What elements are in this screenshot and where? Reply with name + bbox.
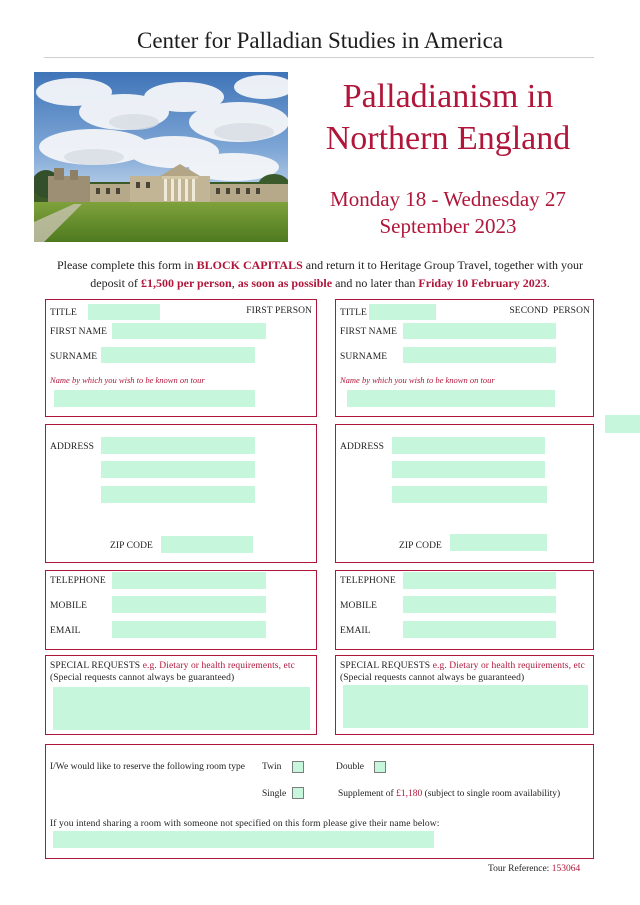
person1-special-field[interactable] [53,687,310,730]
supplement-amount: £1,180 [396,789,423,799]
person1-name-box [45,299,317,417]
person2-address-line1[interactable] [392,437,545,454]
double-checkbox[interactable] [374,761,386,773]
intro-text: , [231,276,238,290]
person2-first-name-label: FIRST NAME [340,327,398,337]
person1-surname-field[interactable] [101,347,255,363]
room-type-box [45,744,594,859]
person2-contact-box [335,570,594,650]
person2-mobile-label: MOBILE [340,601,378,611]
sharing-note: If you intend sharing a room with someone not specified on this form please give their name below: [50,819,440,829]
intro-text: Please complete this form in [56,258,197,272]
person1-mobile-field[interactable] [112,596,266,613]
tour-dates [300,186,596,240]
intro-text: and no later than [332,276,419,290]
person1-known-as-field[interactable] [54,390,255,407]
person2-address-label: ADDRESS [340,442,384,452]
person2-special-hint: e.g. Dietary or health requirements, etc [432,661,585,671]
person2-email-field[interactable] [403,621,556,638]
person2-known-as-field[interactable] [347,390,555,407]
person2-known-as-note: Name by which you wish to be known on tour [340,375,495,385]
person2-mobile-field[interactable] [403,596,556,613]
person2-title-field[interactable] [369,304,436,320]
person2-first-name-field[interactable] [403,323,556,339]
tour-title-line2: Northern England [325,120,571,157]
double-label: Double [336,762,364,772]
tour-title-line1: Palladianism in [342,78,554,115]
person1-address-line2[interactable] [101,461,255,478]
header-divider [44,57,594,58]
person2-special-note: (Special requests cannot always be guaranteed) [340,673,525,683]
intro-deposit: £1,500 per person [140,276,232,290]
tour-dates-line2: September 2023 [379,214,517,238]
person1-email-label: EMAIL [50,626,81,636]
person2-address-line3[interactable] [392,486,547,503]
person1-title-label: TITLE [50,308,77,318]
org-name: Center for Palladian Studies in America [137,28,503,53]
person1-heading: FIRST PERSON [246,306,312,316]
person2-name-box [335,299,594,417]
person2-heading: SECOND PERSON [509,306,590,316]
person2-telephone-field[interactable] [403,572,556,589]
person2-surname-label: SURNAME [340,352,388,362]
intro-block-capitals: BLOCK CAPITALS [196,258,303,272]
twin-checkbox[interactable] [292,761,304,773]
sharing-name-field[interactable] [53,831,434,848]
person2-title-label: TITLE [340,308,367,318]
intro-text: . [546,276,550,290]
single-checkbox[interactable] [292,787,304,799]
person1-address-line3[interactable] [101,486,255,503]
single-supplement [338,789,560,799]
person1-mobile-label: MOBILE [50,601,88,611]
person1-special-label: SPECIAL REQUESTS [50,661,141,671]
person1-surname-label: SURNAME [50,352,98,362]
person1-special-box [45,655,317,735]
person2-email-label: EMAIL [340,626,371,636]
person2-special-box [335,655,594,735]
twin-label: Twin [262,762,282,772]
person2-telephone-label: TELEPHONE [340,576,396,586]
tour-reference [488,864,580,874]
person1-zip-field[interactable] [161,536,253,553]
person1-telephone-label: TELEPHONE [50,576,106,586]
person1-known-as-note: Name by which you wish to be known on tour [50,375,205,385]
person1-title-field[interactable] [88,304,160,320]
tour-dates-line1: Monday 18 - Wednesday 27 [330,187,566,211]
tour-reference-value: 153064 [551,864,581,874]
person2-address-box [335,424,594,563]
person1-first-name-field[interactable] [112,323,266,339]
person1-special-line [50,661,295,671]
person1-telephone-field[interactable] [112,572,266,589]
person1-address-line1[interactable] [101,437,255,454]
intro-paragraph [50,256,590,292]
side-tab [605,415,640,433]
person2-address-line2[interactable] [392,461,545,478]
person2-zip-label: ZIP CODE [399,541,442,551]
supplement-text: Supplement of [338,789,397,799]
tour-reference-label: Tour Reference: [488,864,552,874]
intro-deadline: Friday 10 February 2023 [418,276,547,290]
palladian-house-photo [34,72,288,242]
person2-special-line [340,661,585,671]
tour-title [300,76,596,160]
person1-special-note: (Special requests cannot always be guaranteed) [50,673,235,683]
person1-address-label: ADDRESS [50,442,94,452]
person1-email-field[interactable] [112,621,266,638]
person1-zip-label: ZIP CODE [110,541,153,551]
person1-address-box [45,424,317,563]
person2-zip-field[interactable] [450,534,547,551]
person2-special-field[interactable] [343,685,588,728]
supplement-text: (subject to single room availability) [422,789,561,799]
single-label: Single [262,789,287,799]
person2-special-label: SPECIAL REQUESTS [340,661,431,671]
room-type-intro: I/We would like to reserve the following room type [50,762,245,772]
intro-text: and return it to Heritage Group Travel, together with your deposit of [90,258,584,290]
intro-asap: as soon as possible [237,276,333,290]
person2-surname-field[interactable] [403,347,556,363]
person1-first-name-label: FIRST NAME [50,327,108,337]
person1-contact-box [45,570,317,650]
person1-special-hint: e.g. Dietary or health requirements, etc [142,661,295,671]
